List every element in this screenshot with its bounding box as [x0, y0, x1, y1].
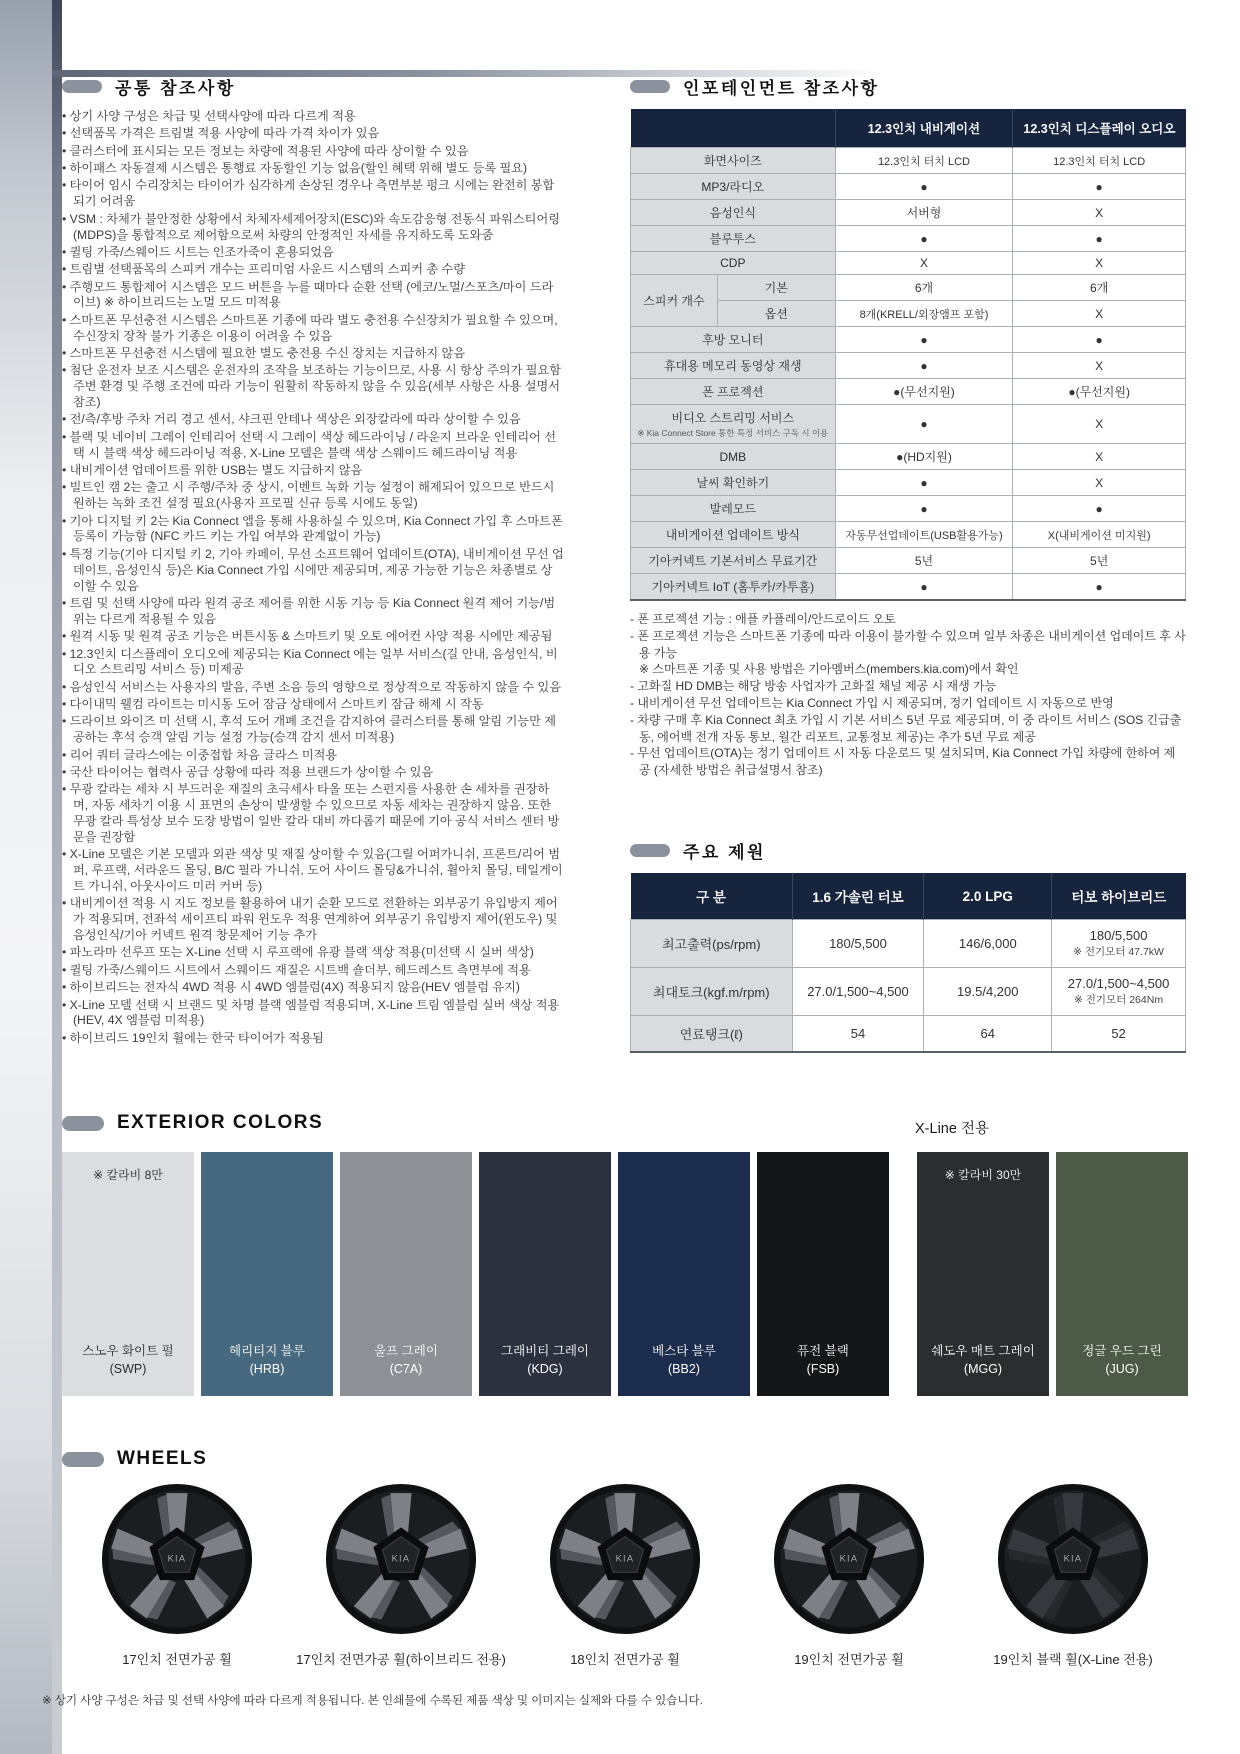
info-value-display-audio: ● — [1013, 574, 1186, 601]
common-note-item: • 기아 디지털 키 2는 Kia Connect 앱을 통해 사용하실 수 있으며, Kia Connect 가입 후 스마트폰 등록이 가능함 (NFC 카드 키는 가입 여부와 관계없이 가능) — [62, 514, 564, 546]
section-pill-icon — [62, 1452, 104, 1467]
spec-row-label: 최대토크(kgf.m/rpm) — [631, 968, 793, 1016]
wheel-label: 17인치 전면가공 휠(하이브리드 전용) — [296, 1652, 506, 1667]
common-note-item: • 트림 및 선택 사양에 따라 원격 공조 제어를 위한 시동 기능 등 Kia Connect 원격 제어 기능/범위는 다르게 적용될 수 있음 — [62, 596, 564, 628]
info-row-sublabel: 옵션 — [717, 301, 835, 327]
wheel-image — [546, 1480, 704, 1638]
info-value-navigation: ● — [835, 174, 1013, 200]
wheel-label: 17인치 전면가공 휠 — [122, 1652, 232, 1667]
common-note-item: • 퀼팅 가죽/스웨이드 시트는 인조가죽이 혼용되었음 — [62, 245, 564, 261]
info-row-label: 날씨 확인하기 — [631, 470, 836, 496]
swatch-color-code: (BB2) — [668, 1361, 700, 1376]
specs-col-header: 1.6 가솔린 터보 — [792, 873, 924, 920]
common-note-item: • VSM : 차체가 불안정한 상황에서 차체자세제어장치(ESC)와 속도감응형 전동식 파워스티어링 (MDPS)을 통합적으로 제어함으로써 차량의 안정적인 자세를 유지하도록 도와줌 — [62, 212, 564, 244]
info-row-label: 음성인식 — [631, 200, 836, 226]
info-value-display-audio: ● — [1013, 327, 1186, 353]
infotainment-col-header: 12.3인치 디스플레이 오디오 — [1013, 109, 1186, 148]
wheel-image — [770, 1480, 928, 1638]
swatch-label — [917, 1342, 1049, 1378]
spec-value — [1052, 968, 1186, 1016]
infotainment-row — [631, 200, 1186, 226]
exterior-colors-section — [62, 1112, 1188, 1396]
common-note-item: • 선택품목 가격은 트림별 적용 사양에 따라 가격 차이가 있음 — [62, 126, 564, 142]
infotainment-section — [630, 74, 1186, 779]
section-pill-icon — [630, 844, 670, 857]
swatch-label — [618, 1342, 750, 1378]
common-notes-title: 공통 참조사항 — [115, 79, 236, 98]
swatch-label — [1056, 1342, 1188, 1378]
info-value-navigation: ●(무선지원) — [835, 379, 1013, 405]
swatch-label — [62, 1342, 194, 1378]
info-value-display-audio: ● — [1013, 226, 1186, 252]
spec-value-text: 180/5,500 — [829, 936, 887, 951]
swatch-color-name: 정글 우드 그린 — [1082, 1343, 1162, 1358]
info-value-navigation: ● — [835, 405, 1013, 444]
color-swatch-MGG — [917, 1152, 1049, 1396]
infotainment-row — [631, 405, 1186, 444]
spec-value-note: ※ 전기모터 47.7kW — [1073, 946, 1164, 958]
spec-value-note: ※ 전기모터 264Nm — [1074, 994, 1164, 1006]
info-row-label: 내비게이션 업데이트 방식 — [631, 522, 836, 548]
spec-value-text: 54 — [850, 1026, 866, 1041]
text: KIA — [615, 1553, 635, 1564]
specs-header — [630, 838, 1186, 863]
specs-header-row — [631, 873, 1186, 920]
infotainment-row — [631, 496, 1186, 522]
info-value-display-audio: X — [1013, 353, 1186, 379]
common-note-item: • 첨단 운전자 보조 시스템은 운전자의 조작을 보조하는 기능이므로, 사용 시 항상 주의가 필요함 주변 환경 및 주행 조건에 따라 기능이 원활히 작동하지 않을 수 있음(세부 사항은 사용 설명서 참조) — [62, 363, 564, 411]
common-note-item: • 클러스터에 표시되는 모든 정보는 차량에 적용된 사양에 따라 상이할 수 있음 — [62, 144, 564, 160]
infotainment-footnote-item: ※ 스마트폰 기종 및 사용 방법은 기아멤버스(members.kia.com)에서 확인 — [639, 662, 1019, 677]
swatch-label — [479, 1342, 611, 1378]
info-row-sublabel: 기본 — [717, 275, 835, 301]
wheel-row — [62, 1480, 1188, 1668]
spec-row-label: 연료탱크(ℓ) — [631, 1016, 793, 1053]
spec-value-text: 146/6,000 — [958, 936, 1017, 951]
color-swatch-SWP — [62, 1152, 194, 1396]
spec-value — [924, 968, 1052, 1016]
spec-value — [924, 1016, 1052, 1053]
common-note-item: • 리어 쿼터 글라스에는 이중접합 차음 글라스 미적용 — [62, 748, 564, 764]
swatch-price-note: ※ 칼라비 8만 — [93, 1168, 163, 1182]
swatch-color-name: 헤리티지 블루 — [229, 1343, 305, 1358]
info-row-label: 화면사이즈 — [631, 148, 836, 174]
wheel-image — [994, 1480, 1152, 1638]
info-value-navigation: 자동무선업데이트(USB활용가능) — [835, 522, 1013, 548]
info-value-display-audio: 5년 — [1013, 548, 1186, 574]
wheels-title: WHEELS — [117, 1448, 208, 1469]
specs-row — [631, 1016, 1186, 1053]
swatch-price-note: ※ 칼라비 30만 — [944, 1168, 1022, 1182]
common-note-item: • 하이브리드 19인치 휠에는 한국 타이어가 적용됨 — [62, 1031, 564, 1047]
color-swatch-JUG — [1056, 1152, 1188, 1396]
color-swatch-BB2 — [618, 1152, 750, 1396]
common-note-item: • 무광 칼라는 세차 시 부드러운 재질의 초극세사 타올 또는 스펀지를 사용한 손 세차를 권장하며, 자동 세차기 이용 시 표면의 손상이 발생할 수 있으므로 자동 세차는 권장하지 않음. 또한 무광 칼라 특성상 보수 도장 방법이 일반 칼라 대비 까다롭기 때문에 기아 공식 서비스 센터 방문을 권장함 — [62, 782, 564, 845]
text: KIA — [167, 1553, 187, 1564]
infotainment-title: 인포테인먼트 참조사항 — [683, 79, 880, 98]
spec-value — [1052, 920, 1186, 968]
specs-table — [630, 873, 1186, 1053]
info-value-navigation: X — [835, 252, 1013, 275]
common-note-item: • 파노라마 선루프 또는 X-Line 선택 시 루프랙에 유광 블랙 색상 적용(미선택 시 실버 색상) — [62, 945, 564, 961]
section-pill-icon — [62, 80, 102, 93]
infotainment-corner-cell — [631, 109, 836, 148]
info-value-display-audio: X — [1013, 252, 1186, 275]
wheel-figure-3 — [520, 1480, 730, 1668]
info-value-display-audio: X(내비게이션 미지원) — [1013, 522, 1186, 548]
common-note-item: • 블랙 및 네이비 그레이 인테리어 선택 시 그레이 색상 헤드라이닝 / 라운지 브라운 인테리어 선택 시 블랙 색상 헤드라이닝 적용, X-Line 모델은 블랙 색상 스웨이드 헤드라이닝 적용 — [62, 430, 564, 462]
info-row-label: 발레모드 — [631, 496, 836, 522]
infotainment-row — [631, 148, 1186, 174]
info-row-label: 휴대용 메모리 동영상 재생 — [631, 353, 836, 379]
specs-col-header: 구 분 — [631, 873, 793, 920]
spec-value-text: 64 — [980, 1026, 995, 1041]
info-row-label: 폰 프로젝션 — [631, 379, 836, 405]
wheel-figure-1 — [72, 1480, 282, 1668]
spec-value-text: 27.0/1,500~4,500 — [1067, 976, 1170, 991]
exterior-colors-header — [62, 1112, 1188, 1142]
info-value-display-audio: X — [1013, 405, 1186, 444]
infotainment-row — [631, 275, 1186, 301]
common-note-item: • 특정 기능(기아 디지털 키 2, 기아 카페이, 무선 소프트웨어 업데이트(OTA), 내비게이션 무선 업데이트, 음성인식 등)은 Kia Connect 가입 시에만 제공되며, 제공 가능한 기능은 차종별로 상이할 수 있음 — [62, 547, 564, 595]
infotainment-row — [631, 444, 1186, 470]
swatch-color-code: (FSB) — [806, 1361, 840, 1376]
exterior-colors-title: EXTERIOR COLORS — [117, 1112, 324, 1133]
info-row-label: 블루투스 — [631, 226, 836, 252]
info-row-label: MP3/라디오 — [631, 174, 836, 200]
wheel-figure-2 — [296, 1480, 506, 1668]
infotainment-footnote-item: - 내비게이션 무선 업데이트는 Kia Connect 가입 시 제공되며, 정기 업데이트 시 자동으로 반영 — [630, 695, 1114, 710]
swatch-color-code: (MGG) — [963, 1361, 1003, 1376]
info-value-navigation: ● — [835, 470, 1013, 496]
info-value-display-audio: ● — [1013, 174, 1186, 200]
swatch-color-name: 퓨전 블랙 — [797, 1343, 849, 1358]
infotainment-row — [631, 252, 1186, 275]
spec-row-label: 최고출력(ps/rpm) — [631, 920, 793, 968]
common-note-item: • 드라이브 와이즈 미 선택 시, 후석 도어 개폐 조건을 감지하여 클러스터를 통해 알림 기능만 제공하는 후석 승객 알림 기능 설정 가능(승객 감지 센서 미적용) — [62, 714, 564, 746]
info-row-label: 기아커넥트 IoT (홈투카/카투홈) — [631, 574, 836, 601]
infotainment-row — [631, 174, 1186, 200]
info-row-label: 기아커넥트 기본서비스 무료기간 — [631, 548, 836, 574]
color-swatch-C7A — [340, 1152, 472, 1396]
info-value-navigation: 서버형 — [835, 200, 1013, 226]
spec-value-text: 180/5,500 — [1089, 928, 1148, 943]
common-note-item: • 음성인식 서비스는 사용자의 발음, 주변 소음 등의 영향으로 정상적으로 작동하지 않을 수 있음 — [62, 680, 564, 696]
swatch-color-code: (JUG) — [1105, 1361, 1139, 1376]
wheels-header — [62, 1448, 1188, 1470]
info-row-label: 비디오 스트리밍 서비스 ※ Kia Connect Store 통한 특정 서비스 구독 시 이용 — [631, 405, 836, 444]
info-row-group: 스피커 개수 — [631, 275, 718, 327]
info-value-display-audio: 6개 — [1013, 275, 1186, 301]
text: KIA — [839, 1553, 859, 1564]
common-note-item: • 상기 사양 구성은 차급 및 선택사양에 따라 다르게 적용 — [62, 109, 564, 125]
left-gradient-band — [0, 0, 52, 1754]
infotainment-row — [631, 470, 1186, 496]
swatch-label — [757, 1342, 889, 1378]
info-row-label: CDP — [631, 252, 836, 275]
swatch-color-name: 베스타 블루 — [652, 1343, 716, 1358]
infotainment-row — [631, 574, 1186, 601]
specs-row — [631, 920, 1186, 968]
info-value-navigation: ● — [835, 496, 1013, 522]
spec-value — [1052, 1016, 1186, 1053]
infotainment-row — [631, 548, 1186, 574]
text: KIA — [391, 1553, 411, 1564]
swatch-label — [201, 1342, 333, 1378]
spec-value — [792, 920, 924, 968]
swatch-color-name: 그래비티 그레이 — [501, 1343, 589, 1358]
common-note-item: • 타이어 임시 수리장치는 타이어가 심각하게 손상된 경우나 측면부분 펑크 시에는 완전히 봉합되기 어려움 — [62, 178, 564, 210]
common-note-item: • 원격 시동 및 원격 공조 기능은 버튼시동 & 스마트키 및 오토 에어컨 사양 적용 시에만 제공됨 — [62, 629, 564, 645]
specs-col-header: 터보 하이브리드 — [1052, 873, 1186, 920]
xline-only-label: X-Line 전용 — [915, 1121, 989, 1137]
infotainment-footnote-item: - 폰 프로젝션 기능은 스마트폰 기종에 따라 이용이 불가할 수 있으며 일부 차종은 내비게이션 업데이트 후 사용 가능 — [630, 628, 1186, 660]
wheel-figure-5 — [968, 1480, 1178, 1668]
common-note-item: • 트림별 선택품목의 스피커 개수는 프리미엄 사운드 시스템의 스피커 총 수량 — [62, 262, 564, 278]
swatch-color-code: (SWP) — [109, 1361, 147, 1376]
color-swatch-KDG — [479, 1152, 611, 1396]
section-pill-icon — [62, 1116, 104, 1131]
info-row-sublabel-note: ※ Kia Connect Store 통한 특정 서비스 구독 시 이용 — [637, 428, 829, 438]
infotainment-footnote-item: - 고화질 HD DMB는 해당 방송 사업자가 고화질 채널 제공 시 재생 가능 — [630, 679, 997, 694]
info-value-navigation: ● — [835, 574, 1013, 601]
wheel-image — [98, 1480, 256, 1638]
footer-note: ※ 상기 사양 구성은 차급 및 선택 사양에 따라 다르게 적용됩니다. 본 인쇄물에 수록된 제품 색상 및 이미지는 실제와 다를 수 있습니다. — [42, 1695, 703, 1707]
wheel-image — [322, 1480, 480, 1638]
infotainment-footnotes — [630, 611, 1186, 779]
infotainment-col-header: 12.3인치 내비게이션 — [835, 109, 1013, 148]
wheel-label: 19인치 전면가공 휠 — [794, 1652, 904, 1667]
spec-value — [792, 1016, 924, 1053]
info-value-display-audio: X — [1013, 301, 1186, 327]
info-value-display-audio: ●(무선지원) — [1013, 379, 1186, 405]
infotainment-row — [631, 226, 1186, 252]
common-note-item: • 내비게이션 적용 시 지도 정보를 활용하여 내기 순환 모드로 전환하는 외부공기 유입방지 제어가 적용되며, 전좌석 세이프티 파워 윈도우 적용 연계하여 외부공기 유입방지 제어(윈도우) 및 음성인식/기아 커넥트 원격 창문제어 기능 추가 — [62, 896, 564, 944]
infotainment-row — [631, 522, 1186, 548]
swatch-color-name: 스노우 화이트 펄 — [82, 1343, 174, 1358]
common-note-item: • 다이내믹 웰컴 라이트는 미시동 도어 잠금 상태에서 스마트키 잠금 해제 시 작동 — [62, 697, 564, 713]
common-note-item: • 퀼팅 가죽/스웨이드 시트에서 스웨이드 재질은 시트백 숄더부, 헤드레스트 측면부에 적용 — [62, 963, 564, 979]
swatch-color-code: (C7A) — [389, 1361, 423, 1376]
common-notes-section — [62, 74, 564, 1048]
common-note-item: • 빌트인 캠 2는 출고 시 주행/주차 중 상시, 이벤트 녹화 기능 설정이 해제되어 있으므로 반드시 원하는 녹화 조건 설정 필요(사용자 프로필 신규 등록 시에도 동일) — [62, 480, 564, 512]
swatch-color-name: 울프 그레이 — [374, 1343, 438, 1358]
info-value-navigation: 5년 — [835, 548, 1013, 574]
info-value-navigation: 8개(KRELL/외장앰프 포함) — [835, 301, 1013, 327]
common-note-item: • 주행모드 통합제어 시스템은 모드 버튼을 누를 때마다 순환 선택 (에코/노멀/스포츠/마이 드라이브) ※ 하이브리드는 노멀 모드 미적용 — [62, 280, 564, 312]
info-value-navigation: ● — [835, 226, 1013, 252]
common-note-item: • X-Line 모델 선택 시 브랜드 및 차명 블랙 엠블럼 적용되며, X-Line 트림 엠블럼 실버 색상 적용 (HEV, 4X 엠블럼 미적용) — [62, 998, 564, 1030]
color-swatch-HRB — [201, 1152, 333, 1396]
spec-value — [924, 920, 1052, 968]
wheel-label: 18인치 전면가공 휠 — [570, 1652, 680, 1667]
common-note-item: • 내비게이션 업데이트를 위한 USB는 별도 지급하지 않음 — [62, 463, 564, 479]
infotainment-table — [630, 109, 1186, 601]
swatch-label — [340, 1342, 472, 1378]
common-note-item: • 하이패스 자동결제 시스템은 통행료 자동할인 기능 없음(할인 혜택 위해 별도 등록 필요) — [62, 161, 564, 177]
section-pill-icon — [630, 80, 670, 93]
wheel-label: 19인치 블랙 휠(X-Line 전용) — [993, 1652, 1153, 1667]
infotainment-row — [631, 353, 1186, 379]
info-value-display-audio: X — [1013, 470, 1186, 496]
infotainment-footnote-item: - 무선 업데이트(OTA)는 정기 업데이트 시 자동 다운로드 및 설치되며, Kia Connect 가입 차량에 한하여 제공 (자세한 방법은 취급설명서 참조) — [630, 746, 1176, 778]
spec-value-text: 19.5/4,200 — [957, 984, 1019, 999]
info-row-label: 후방 모니터 — [631, 327, 836, 353]
common-note-item: • 12.3인치 디스플레이 오디오에 제공되는 Kia Connect 에는 일부 서비스(길 안내, 음성인식, 비디오 스트리밍 서비스 등) 미제공 — [62, 647, 564, 679]
info-value-display-audio: X — [1013, 200, 1186, 226]
infotainment-header — [630, 74, 1186, 99]
spec-value-text: 52 — [1111, 1026, 1126, 1041]
spec-value-text: 27.0/1,500~4,500 — [807, 984, 909, 999]
common-note-item: • 하이브리드는 전자식 4WD 적용 시 4WD 엠블럼(4X) 적용되지 않음(HEV 엠블럼 유지) — [62, 980, 564, 996]
info-value-navigation: ● — [835, 327, 1013, 353]
common-note-item: • X-Line 모델은 기본 모델과 외관 색상 및 재질 상이할 수 있음(그릴 어퍼가니쉬, 프론트/리어 범퍼, 루프랙, 서라운드 몰딩, B/C 필라 가니쉬, 도어 사이드 몰딩&가니쉬, 휠아치 몰딩, 테일게이트 가니쉬, 아웃사이드 미러 커버 등) — [62, 847, 564, 895]
common-note-item: • 스마트폰 무선충전 시스템은 스마트폰 기종에 따라 별도 충전용 수신장치가 필요할 수 있으며, 수신장치 장착 불가 기종은 이용이 어려울 수 있음 — [62, 313, 564, 345]
infotainment-footnote-item: - 폰 프로젝션 기능 : 애플 카플레이/안드로이드 오토 — [630, 612, 896, 626]
common-note-item: • 전/측/후방 주차 거리 경고 센서, 샤크핀 안테나 색상은 외장칼라에 따라 상이할 수 있음 — [62, 412, 564, 428]
swatch-color-name: 쉐도우 매트 그레이 — [931, 1343, 1035, 1358]
left-accent-bar — [52, 0, 62, 1754]
swatch-color-code: (KDG) — [527, 1361, 563, 1376]
info-value-navigation: 12.3인치 터치 LCD — [835, 148, 1013, 174]
infotainment-row — [631, 327, 1186, 353]
common-notes-list — [62, 109, 564, 1047]
info-value-navigation: ● — [835, 353, 1013, 379]
infotainment-footnote-item: - 차량 구매 후 Kia Connect 최초 가입 시 기본 서비스 5년 무료 제공되며, 이 중 라이트 서비스 (SOS 긴급출동, 에어백 전개 자동 통보, 월간 리포트, 교통정보 제공)는 추가 5년 무료 제공 — [630, 712, 1182, 744]
common-note-item: • 스마트폰 무선충전 시스템에 필요한 별도 충전용 수신 장치는 지급하지 않음 — [62, 346, 564, 362]
wheel-figure-4 — [744, 1480, 954, 1668]
info-value-navigation: 6개 — [835, 275, 1013, 301]
info-value-display-audio: ● — [1013, 496, 1186, 522]
specs-col-header: 2.0 LPG — [924, 873, 1052, 920]
info-value-display-audio: X — [1013, 444, 1186, 470]
info-value-navigation: ●(HD지원) — [835, 444, 1013, 470]
wheels-section — [62, 1448, 1188, 1668]
info-row-label: DMB — [631, 444, 836, 470]
specs-row — [631, 968, 1186, 1016]
color-swatch-FSB — [757, 1152, 889, 1396]
swatch-color-code: (HRB) — [249, 1361, 285, 1376]
common-note-item: • 국산 타이어는 협력사 공급 상황에 따라 적용 브랜드가 상이할 수 있음 — [62, 765, 564, 781]
common-notes-header — [62, 74, 564, 99]
color-swatch-row — [62, 1152, 1188, 1396]
infotainment-header-row — [631, 109, 1186, 148]
text: KIA — [1063, 1553, 1083, 1564]
specs-section — [630, 838, 1186, 1053]
specs-title: 주요 제원 — [683, 843, 766, 862]
spec-value — [792, 968, 924, 1016]
infotainment-row — [631, 379, 1186, 405]
info-value-display-audio: 12.3인치 터치 LCD — [1013, 148, 1186, 174]
